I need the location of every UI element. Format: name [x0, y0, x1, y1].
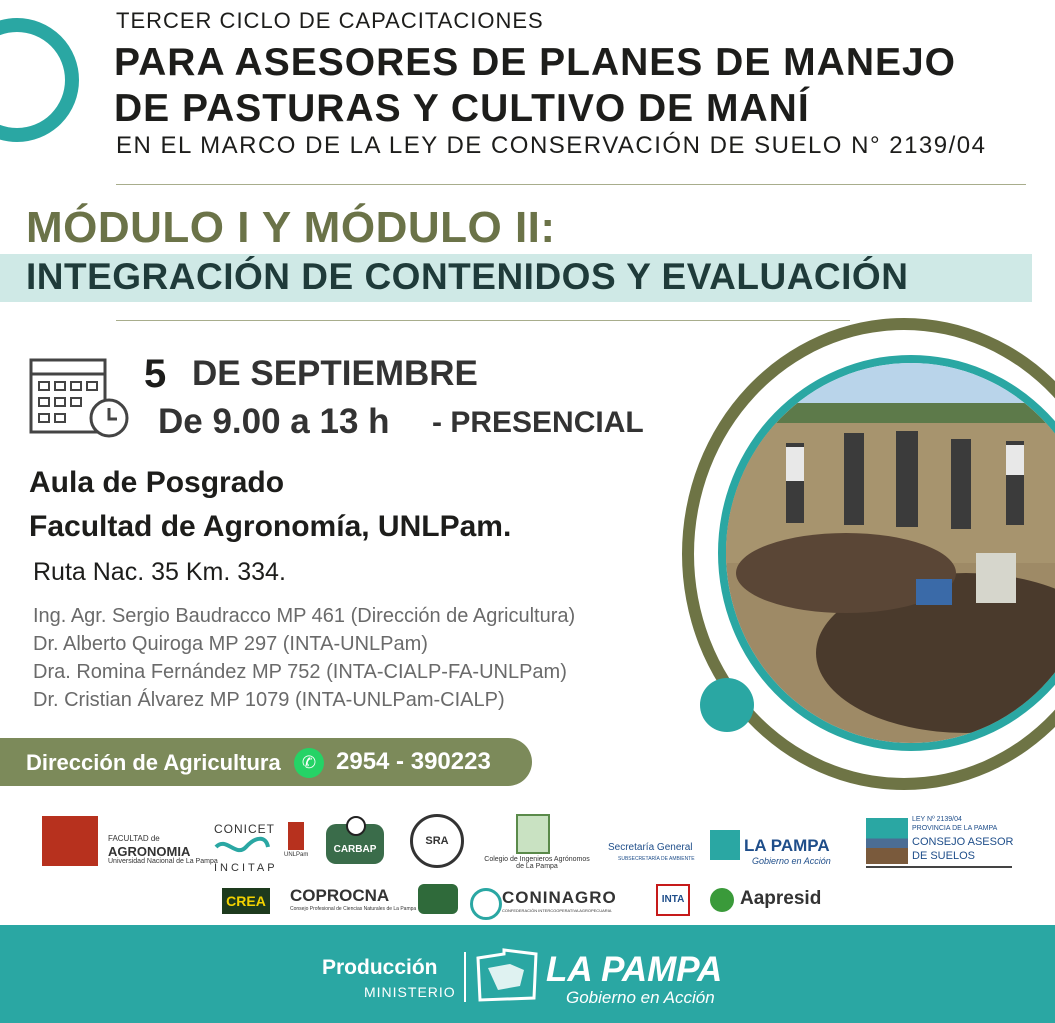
- kicker: TERCER CICLO DE CAPACITACIONES: [116, 8, 544, 33]
- logo-inta: INTA: [656, 884, 690, 916]
- consejo-underline: [866, 866, 1012, 868]
- module-subtitle: INTEGRACIÓN DE CONTENIDOS Y EVALUACIÓN: [26, 256, 909, 297]
- logo-agronomia-sub: Universidad Nacional de La Pampa: [108, 858, 218, 865]
- calendar-clock-icon: [29, 352, 129, 438]
- logo-secretaria: Secretaría General: [608, 842, 693, 853]
- speaker-item: Ing. Agr. Sergio Baudracco MP 461 (Dirección de Agricultura): [33, 605, 576, 627]
- coprocna-emblem: [418, 884, 458, 914]
- agronomia-emblem: [42, 816, 98, 866]
- logo-agronomia-small: FACULTAD de: [108, 834, 160, 843]
- event-day: 5: [144, 352, 167, 396]
- speaker-item: Dr. Alberto Quiroga MP 297 (INTA-UNLPam): [33, 633, 428, 655]
- consejo-emblem: [866, 818, 908, 864]
- event-time: De 9.00 a 13 h: [158, 402, 390, 441]
- logo-agronomia: AGRONOMIA: [108, 844, 191, 859]
- whatsapp-icon[interactable]: ✆: [294, 748, 324, 778]
- logo-sra: SRA: [410, 814, 464, 868]
- aapresid-emblem: [710, 888, 734, 912]
- colegio-emblem: [516, 814, 550, 854]
- logo-ley: LEY Nº 2139/04: [912, 816, 962, 823]
- contact-phone[interactable]: 2954 - 390223: [336, 748, 491, 775]
- logo-unlpam: UNLPam: [284, 852, 309, 858]
- speaker-item: Dr. Cristian Álvarez MP 1079 (INTA-UNLPam-CIALP): [33, 689, 505, 711]
- module-title: MÓDULO I Y MÓDULO II:: [26, 203, 556, 252]
- logo-secretaria-sub: SUBSECRETARÍA DE AMBIENTE: [618, 856, 695, 862]
- law-subtitle: EN EL MARCO DE LA LEY DE CONSERVACIÓN DE SUELO N° 2139/04: [116, 132, 987, 159]
- field-photo-illustration: [726, 363, 1055, 743]
- event-mode: - PRESENCIAL: [432, 406, 644, 439]
- decorative-dot: [700, 678, 754, 732]
- venue-line1: Aula de Posgrado: [29, 466, 285, 499]
- divider: [116, 184, 1026, 185]
- logo-consejo-2: DE SUELOS: [912, 850, 975, 862]
- logo-gobierno: Gobierno en Acción: [752, 856, 831, 866]
- footer-ministerio: MINISTERIO: [364, 984, 456, 1000]
- logo-conicet: CONICET: [214, 822, 275, 836]
- speaker-item: Dra. Romina Fernández MP 752 (INTA-CIALP-FA-UNLPam): [33, 661, 567, 683]
- venue-line2: Facultad de Agronomía, UNLPam.: [29, 510, 512, 543]
- main-title-line1: PARA ASESORES DE PLANES DE MANEJO: [114, 41, 957, 84]
- logo-crea: CREA: [222, 888, 270, 914]
- logo-coninagro-sub: CONFEDERACIÓN INTERCOOPERATIVA AGROPECUARIA: [502, 908, 612, 913]
- logo-incitap: INCITAP: [214, 862, 278, 874]
- decorative-ring: [0, 18, 79, 142]
- logo-carbap: CARBAP: [326, 824, 384, 864]
- footer-gobierno: Gobierno en Acción: [566, 988, 715, 1007]
- unlpam-emblem: [288, 822, 304, 850]
- sponsor-logos: [0, 800, 1055, 925]
- logo-provincia: PROVINCIA DE LA PAMPA: [912, 825, 998, 832]
- event-month: DE SEPTIEMBRE: [192, 354, 478, 393]
- speakers-list: [33, 602, 575, 714]
- main-title: [114, 40, 956, 132]
- coninagro-emblem: [470, 888, 502, 920]
- la-pampa-map-icon: [474, 948, 542, 1004]
- footer-separator: [464, 952, 466, 1002]
- logo-coprocna: COPROCNA: [290, 886, 390, 905]
- logo-aapresid: Aapresid: [740, 888, 822, 909]
- divider: [116, 320, 850, 321]
- main-title-line2: DE PASTURAS Y CULTIVO DE MANÍ: [114, 87, 810, 130]
- conicet-wave-icon: [214, 836, 270, 858]
- footer-lapampa: LA PAMPA: [546, 950, 723, 989]
- logo-lapampa: LA PAMPA: [744, 836, 830, 855]
- lapampa-map-icon: [710, 830, 740, 860]
- footer-produccion: Producción: [322, 956, 438, 979]
- logo-coprocna-sub: Consejo Profesional de Ciencias Naturales de La Pampa: [290, 906, 417, 912]
- carbap-r-icon: [346, 816, 366, 836]
- logo-colegio: Colegio de Ingenieros Agrónomos de La Pampa: [484, 856, 590, 870]
- logo-coninagro: CONINAGRO: [502, 888, 617, 907]
- logo-consejo-1: CONSEJO ASESOR: [912, 836, 1014, 848]
- contact-label: Dirección de Agricultura: [26, 750, 281, 775]
- venue-address: Ruta Nac. 35 Km. 334.: [33, 558, 286, 586]
